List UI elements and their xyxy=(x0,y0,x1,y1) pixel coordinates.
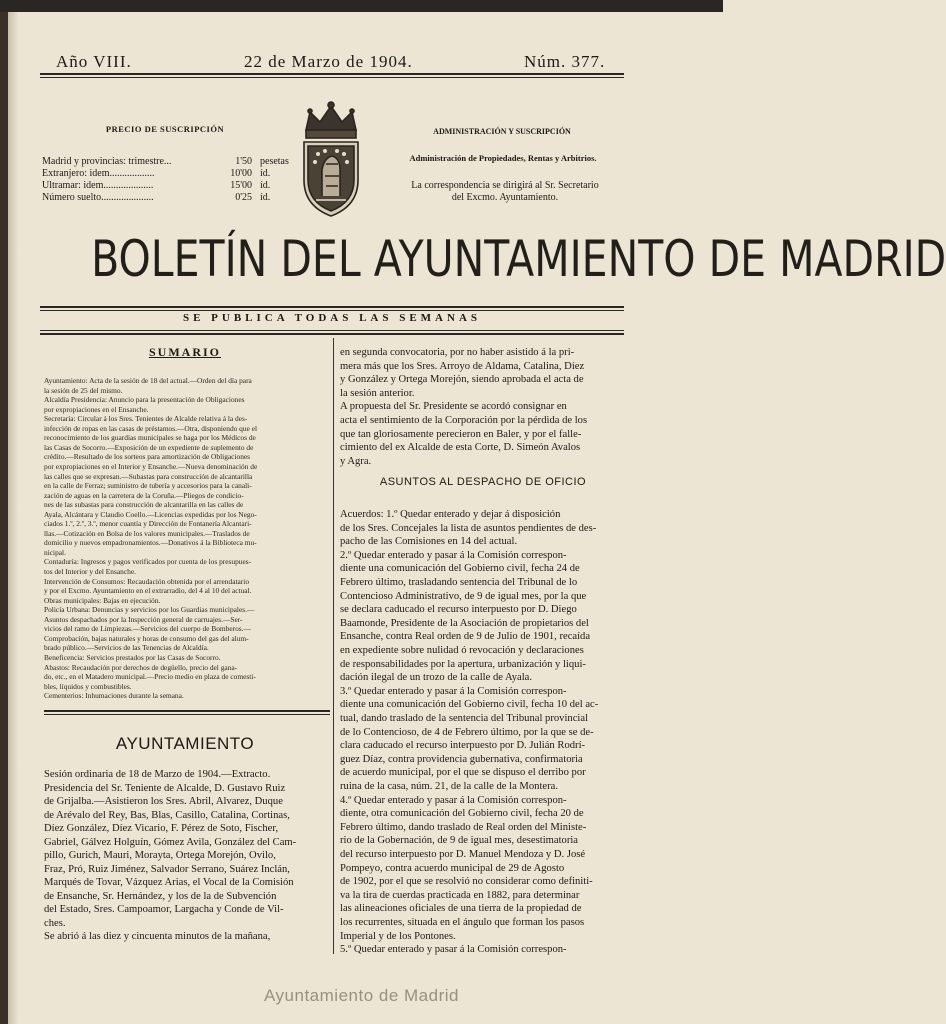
sumario-line: brado público.—Servicios de las Tenencias de Alcaldía. xyxy=(44,643,209,653)
asuntos-line: 4.º Quedar enterado y pasar á la Comisión correspon- xyxy=(340,794,567,806)
administration-subtitle: Administración de Propiedades, Rentas y Arbitrios. xyxy=(409,153,597,163)
administration-line: del Excmo. Ayuntamiento. xyxy=(451,192,559,203)
column-divider xyxy=(333,338,334,954)
price-label: Extranjero: idem.................. xyxy=(42,168,155,179)
asuntos-line: Pompeyo, contra acuerdo municipal de 29 de Agosto xyxy=(340,862,565,874)
sumario-line: Alcaldía Presidencia: Anuncio para la presentación de Obligaciones xyxy=(44,395,245,405)
sumario-line: Contaduría: Ingresos y pagos verificados por cuenta de los presupues- xyxy=(44,557,252,567)
administration-line: La correspondencia se dirigirá al Sr. Secretario xyxy=(411,180,599,191)
ayuntamiento-line: de Grijalba.—Asistieron los Sres. Abril, Alvarez, Duque xyxy=(44,796,283,807)
asuntos-line: Ensanche, contra Real orden de 9 de Julio de 1901, recaída xyxy=(340,631,591,643)
asuntos-line: pacho de las Comisiones en 14 del actual. xyxy=(340,536,518,548)
price-amount: 10'00 xyxy=(230,168,252,179)
coat-of-arms-icon xyxy=(298,100,364,220)
price-currency: pesetas xyxy=(260,156,289,167)
asuntos-line: 3.º Quedar enterado y pasar á la Comisión correspon- xyxy=(340,685,567,697)
sumario-line: ciados 1.º, 2.º, 3.º, menor cuantía y Dirección de Fontanería Alcantari- xyxy=(44,519,252,529)
issue-number: Núm. 377. xyxy=(524,52,606,71)
sumario-title: SUMARIO xyxy=(148,345,221,359)
ayuntamiento-line: de Ensanche, Sr. Hernández, y los de la de Subvención xyxy=(44,890,277,902)
sumario-line: por expropiaciones en el Interior y Ensanche.—Nueva denominación de xyxy=(44,461,258,471)
asuntos-line: de responsabilidades por la apertura, urbanización y liqui- xyxy=(340,658,586,670)
sumario-line: zación de aguas en la carretera de la Coruña.—Pliegos de condicio- xyxy=(44,490,244,500)
ayuntamiento-line: del Estado, Sres. Campoamor, Largacha y Conde de Vil- xyxy=(44,904,284,915)
sumario-line: llas.—Cotización en Bolsa de los valores municipales.—Traslados de xyxy=(44,528,250,538)
price-label: Madrid y provincias: trimestre... xyxy=(42,156,172,167)
tagline-rule xyxy=(40,330,624,331)
asuntos-line: los recurrentes, situada en el ángulo que forman los pasos xyxy=(340,917,585,928)
price-amount: 15'00 xyxy=(230,180,252,191)
asuntos-line: Imperial y de los Pontones. xyxy=(340,930,456,942)
masthead-rule-top-thin xyxy=(40,310,624,311)
ayuntamiento-line: Sesión ordinaria de 18 de Marzo de 1904.—Extracto. xyxy=(44,769,271,780)
sumario-line: las calles que se expresan.—Subastas para construcción de alcantarilla xyxy=(44,471,253,481)
asuntos-line: dación ilegal de un trozo de la calle de Ayala. xyxy=(340,672,532,684)
ayuntamiento-line: pillo, Gurich, Mauri, Morayta, Ortega Morejón, Ovilo, xyxy=(44,850,276,861)
ayuntamiento-line: Presidencia del Sr. Teniente de Alcalde, D. Gustavo Ruiz xyxy=(44,782,286,794)
watermark-footer: Ayuntamiento de Madrid xyxy=(264,986,459,1005)
asuntos-line: 5.º Quedar enterado y pasar á la Comisión correspon- xyxy=(340,944,567,956)
sumario-line: do, etc., en el Matadero municipal.—Precio medio en plaza de comesti- xyxy=(44,672,256,682)
ayuntamiento-line: Díez González, Díez Vicario, F. Pérez de Soto, Fischer, xyxy=(44,823,279,834)
subscription-title: PRECIO DE SUSCRIPCIÓN xyxy=(105,124,225,134)
page-shadow xyxy=(8,12,18,1024)
asuntos-line: del recurso interpuesto por D. Manuel Mendoza y D. José xyxy=(340,849,586,860)
minutes-line: mera más que los Sres. Arroyo de Aldama, Catalina, Díez xyxy=(340,360,585,372)
sumario-line: Policía Urbana: Denuncias y servicios por los Guardias municipales.— xyxy=(44,605,255,615)
section-rule xyxy=(44,710,330,712)
sumario-line: crédito.—Resultado de los sorteos para amortización de Obligaciones xyxy=(44,452,251,462)
ayuntamiento-line: ches. xyxy=(44,917,66,929)
asuntos-title: ASUNTOS AL DESPACHO DE OFICIO xyxy=(379,476,587,488)
minutes-line: que tan gloriosamente perecieron en Baler, y por el falle- xyxy=(340,428,582,440)
price-currency: íd. xyxy=(260,168,271,179)
minutes-line: acta el sentimiento de la Corporación por la pérdida de los xyxy=(340,415,588,426)
asuntos-line: diente una comunicación del Gobierno civil, fecha 24 de xyxy=(340,563,580,575)
price-label: Ultramar: idem.................... xyxy=(42,180,154,191)
asuntos-line: Contencioso Administrativo, de 9 de igual mes, por la que xyxy=(340,590,587,602)
asuntos-line: de 1902, por el que se resolvió no considerar como definiti- xyxy=(340,876,593,888)
asuntos-line: Febrero último, dando traslado de Real orden del Ministe- xyxy=(340,821,587,833)
asuntos-line: 2.º Quedar enterado y pasar á la Comisión correspon- xyxy=(340,549,567,561)
minutes-line: y González y Ortega Morejón, siendo aprobada el acta de xyxy=(340,374,584,386)
sumario-line: Comprobación, bajas naturales y horas de consumo del gas del alum- xyxy=(44,633,249,643)
sumario-line: en la calle de Ferraz; suministro de tubería y accesorios para la canali- xyxy=(44,481,252,491)
price-currency: íd. xyxy=(260,192,271,203)
asuntos-line: diente una comunicación del Gobierno civil, fecha 10 del ac- xyxy=(340,699,599,711)
minutes-line: en segunda convocatoria, por no haber asistido á la pri- xyxy=(340,347,575,358)
minutes-line: la sesión anterior. xyxy=(340,387,415,399)
asuntos-line: rio de la Gobernación, de 9 de igual mes, desestimatoria xyxy=(340,835,578,847)
header-rule-thin xyxy=(40,77,624,78)
sumario-line: Ayuntamiento: Acta de la sesión de 18 del actual.—Orden del día para xyxy=(44,376,252,385)
administration-title: ADMINISTRACIÓN Y SUSCRIPCIÓN xyxy=(433,127,571,136)
sumario-line: Cementerios: Inhumaciones durante la semana. xyxy=(44,691,184,701)
price-label: Número suelto..................... xyxy=(42,192,154,203)
minutes-line: y Agra. xyxy=(340,455,372,467)
issue-year: Año VIII. xyxy=(56,52,132,71)
scan-binding-edge xyxy=(0,12,8,1024)
tagline-rule-thick xyxy=(40,333,624,335)
asuntos-line: se declara caducado el recurso interpuesto por D. Diego xyxy=(340,604,577,616)
sumario-line: por expropiaciones en el Ensanche. xyxy=(44,404,149,414)
sumario-line: infección de ropas en las casas de préstamos.—Otra, disponiendo que el xyxy=(44,423,258,433)
ayuntamiento-line: Marqués de Tovar, Vázquez Arias, el Vocal de la Comisión xyxy=(44,877,294,888)
price-row xyxy=(42,156,292,168)
sumario-line: tos del Interior y del Ensanche. xyxy=(44,567,136,576)
asuntos-line: Baamonde, Presidente de la Asociación de propietarios del xyxy=(340,617,589,629)
newspaper-masthead: BOLETÍN DEL AYUNTAMIENTO DE MADRID xyxy=(91,230,946,288)
sumario-line: la sesión de 25 del mismo. xyxy=(44,385,123,395)
sumario-line: nicipal. xyxy=(44,547,66,557)
asuntos-line: tual, dando traslado de la sentencia del Tribunal provincial xyxy=(340,713,589,724)
asuntos-line: de acuerdo municipal, por el que se dispuso el derribo por xyxy=(340,767,586,779)
asuntos-line: clara caducado el recurso interpuesto por D. Julián Rodrí- xyxy=(340,740,586,752)
asuntos-line: diente, otra comunicación del Gobierno civil, fecha 20 de xyxy=(340,808,584,820)
sumario-line: bles, líquidos y combustibles. xyxy=(44,681,132,691)
asuntos-line: las alineaciones oficiales de una tierra de la propiedad de xyxy=(340,903,582,915)
sumario-line: reconocimiento de los guardias municipales se haga por los Médicos de xyxy=(44,433,256,443)
price-row xyxy=(42,168,292,180)
price-row xyxy=(42,180,292,192)
sumario-line: Secretaría: Circular á los Sres. Tenientes de Alcalde relativa á la des- xyxy=(44,414,248,424)
price-row xyxy=(42,192,292,204)
ayuntamiento-line: Gabriel, Gálvez Holguín, Gómez Avila, González del Cam- xyxy=(44,836,297,848)
issue-date: 22 de Marzo de 1904. xyxy=(244,52,413,71)
scan-top-border xyxy=(0,0,723,12)
ayuntamiento-line: Fraz, Pró, Ruiz Jiménez, Salvador Serrano, Suárez Inclán, xyxy=(44,863,290,875)
price-currency: íd. xyxy=(260,180,271,191)
minutes-line: A propuesta del Sr. Presidente se acordó consignar en xyxy=(340,401,567,413)
sumario-line: las Casas de Socorro.—Exposición de un expediente de suplemento de xyxy=(44,442,254,452)
issue-header xyxy=(40,52,624,72)
sumario-line: Intervención de Consumos: Recaudación obtenida por el arrendatario xyxy=(44,576,250,586)
price-amount: 1'50 xyxy=(235,156,252,167)
sumario-line: nes de las subastas para construcción de alcantarilla en las calles de xyxy=(44,500,244,510)
sumario-line: y por el Excmo. Ayuntamiento en el extrarradio, del 4 al 10 del actual. xyxy=(44,586,252,596)
asuntos-line: ruina de la casa, núm. 21, de la calle de la Montera. xyxy=(340,781,558,792)
section-rule-thin xyxy=(44,714,330,715)
sumario-line: vicios del ramo de Limpiezas.—Servicios del cuerpo de Bomberos.— xyxy=(44,624,251,634)
publication-tagline: SE PUBLICA TODAS LAS SEMANAS xyxy=(182,312,482,324)
ayuntamiento-line: Se abrió á las diez y cincuenta minutos de la mañana, xyxy=(44,931,271,942)
asuntos-line: Acuerdos: 1.º Quedar enterado y dejar á disposición xyxy=(340,509,561,520)
masthead-rule-top xyxy=(40,306,624,308)
price-amount: 0'25 xyxy=(235,192,252,203)
asuntos-line: Febrero último, trasladando sentencia del Tribunal de lo xyxy=(340,577,578,588)
sumario-line: Beneficencia: Servicios prestados por las Casas de Socorro. xyxy=(44,652,221,662)
sumario-line: domicilio y nuevos empadronamientos.—Donativos á la Biblioteca mu- xyxy=(44,538,257,548)
asuntos-line: va la tira de cuerdas practicada en 1882, para determinar xyxy=(340,889,580,901)
asuntos-line: de lo Contencioso, de 4 de Febrero último, por la que se de- xyxy=(340,726,594,738)
ayuntamiento-line: de Arévalo del Rey, Bas, Blas, Casillo, Catalina, Cortinas, xyxy=(44,809,290,821)
asuntos-line: en expediente sobre nulidad ó revocación y declaraciones xyxy=(340,645,584,656)
ayuntamiento-title: AYUNTAMIENTO xyxy=(115,734,255,753)
sumario-line: Ayala, Alcántara y Claudio Coello.—Licencias expedidas por los Nego- xyxy=(44,509,257,519)
asuntos-line: de los Sres. Concejales la lista de asuntos pendientes de des- xyxy=(340,522,597,534)
asuntos-line: guez Díaz, contra providencia gubernativa, confirmatoria xyxy=(340,753,583,765)
sumario-line: Obras municipales: Bajas en ejecución. xyxy=(44,595,161,605)
sumario-line: Asuntos despachados por la Inspección general de carruajes.—Ser- xyxy=(44,614,243,624)
sumario-line: Abastos: Recaudación por derechos de degüello, precio del gana- xyxy=(44,662,238,672)
minutes-line: cimiento del ex Alcalde de esta Corte, D. Simeón Avalos xyxy=(340,442,581,454)
header-rule-thick xyxy=(40,73,624,75)
